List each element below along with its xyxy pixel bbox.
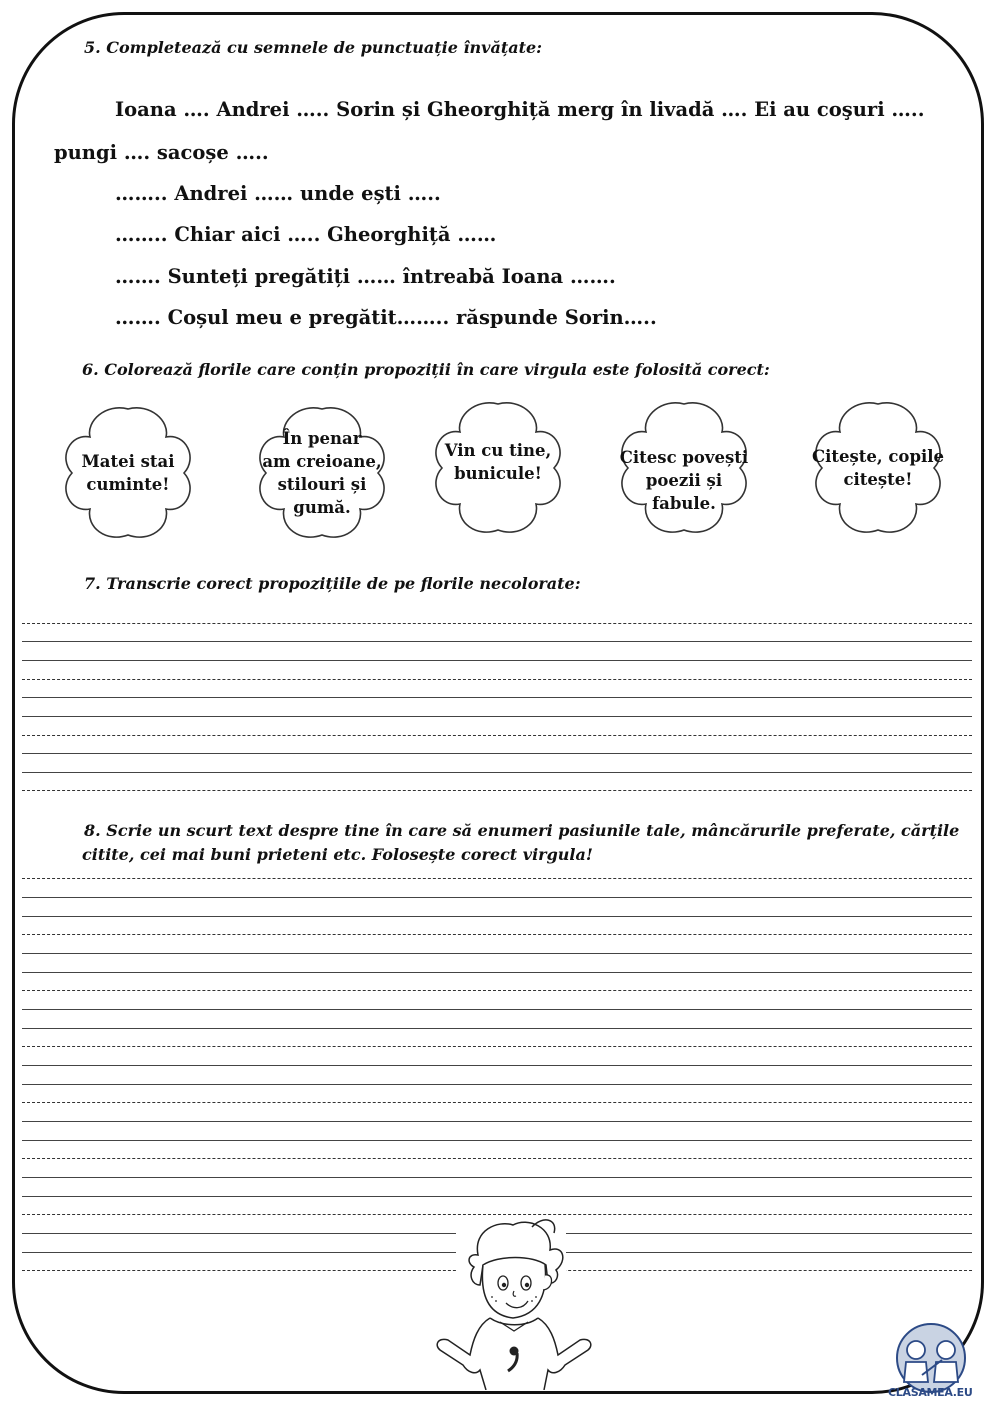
logo-text: CLASAMEA.EU	[888, 1386, 973, 1399]
writing-line	[22, 1121, 972, 1122]
exercise6-instruction: 6. Colorează florile care conțin propoziții în care virgula este folosită corect:	[82, 360, 770, 379]
flower-1[interactable]	[58, 403, 198, 543]
flower-2-text-1: În penar	[282, 429, 362, 448]
writing-guide-dashed	[22, 990, 972, 991]
writing-line	[22, 697, 972, 698]
flower-3[interactable]	[428, 398, 568, 538]
writing-line	[22, 660, 972, 661]
writing-line	[22, 716, 972, 717]
flower-4-text-2: poezii și	[645, 470, 723, 490]
writing-line	[22, 641, 972, 642]
writing-guide-dashed	[22, 1102, 972, 1103]
exercise5-line-4: …….. Chiar aici ….. Gheorghiță ……	[115, 223, 497, 246]
flower-1-text-1: Matei stai	[81, 452, 175, 471]
writing-guide-dashed	[22, 679, 972, 680]
flower-1-text-2: cuminte!	[86, 475, 170, 494]
writing-line	[22, 1140, 972, 1141]
flower-5-text-2: citește!	[843, 470, 913, 489]
flower-4-text-1: Citesc povești	[619, 447, 749, 467]
exercise8-instruction-line1: 8. Scrie un scurt text despre tine în care să enumeri pasiunile tale, mâncărurile preferate, cărțile	[84, 821, 960, 840]
flower-4[interactable]	[614, 398, 754, 538]
page-border	[12, 12, 984, 1394]
exercise5-instruction: 5. Completează cu semnele de punctuație învățate:	[84, 38, 543, 57]
writing-guide-dashed	[22, 934, 972, 935]
flower-2[interactable]	[252, 403, 392, 543]
writing-guide-dashed	[22, 1158, 972, 1159]
exercise8-instruction-line2: citite, cei mai buni prieteni etc. Folosește corect virgula!	[82, 845, 593, 864]
writing-line	[22, 772, 972, 773]
flower-2-text-4: gumă.	[293, 498, 351, 517]
writing-guide-dashed	[22, 1046, 972, 1047]
writing-guide-dashed	[22, 790, 972, 791]
writing-guide-dashed	[22, 735, 972, 736]
exercise5-line-2: pungi …. sacoșe …..	[54, 141, 269, 164]
flower-2-text-2: am creioane,	[262, 452, 382, 471]
writing-line	[22, 916, 972, 917]
flower-4-text-3: fabule.	[652, 493, 716, 513]
flower-3-text-1: Vin cu tine,	[444, 441, 552, 460]
writing-guide-dashed	[22, 878, 972, 879]
writing-line	[22, 753, 972, 754]
exercise5-line-5: ……. Sunteți pregătiți …… întreabă Ioana …….	[115, 265, 616, 288]
writing-line	[22, 972, 972, 973]
writing-guide-dashed	[22, 623, 972, 624]
writing-line	[22, 1028, 972, 1029]
exercise5-line-6: ……. Coșul meu e pregătit…….. răspunde Sorin…..	[115, 306, 657, 329]
writing-line	[22, 953, 972, 954]
writing-line	[22, 897, 972, 898]
writing-line	[22, 1177, 972, 1178]
writing-line	[22, 1084, 972, 1085]
flower-2-text-3: stilouri și	[277, 475, 367, 494]
exercise5-line-3: …….. Andrei …… unde ești …..	[115, 182, 441, 205]
writing-line	[22, 1065, 972, 1066]
flower-3-text-2: bunicule!	[454, 464, 542, 483]
writing-line	[22, 1009, 972, 1010]
girl-with-comma-icon	[428, 1215, 598, 1390]
flower-5[interactable]	[808, 398, 948, 538]
flower-5-text-1: Citește, copile	[811, 447, 945, 466]
exercise5-line-1: Ioana …. Andrei ….. Sorin și Gheorghiță merg în livadă …. Ei au coşuri …..	[115, 98, 925, 121]
writing-line	[22, 1196, 972, 1197]
exercise7-instruction: 7. Transcrie corect propozițiile de pe florile necolorate:	[84, 574, 581, 593]
